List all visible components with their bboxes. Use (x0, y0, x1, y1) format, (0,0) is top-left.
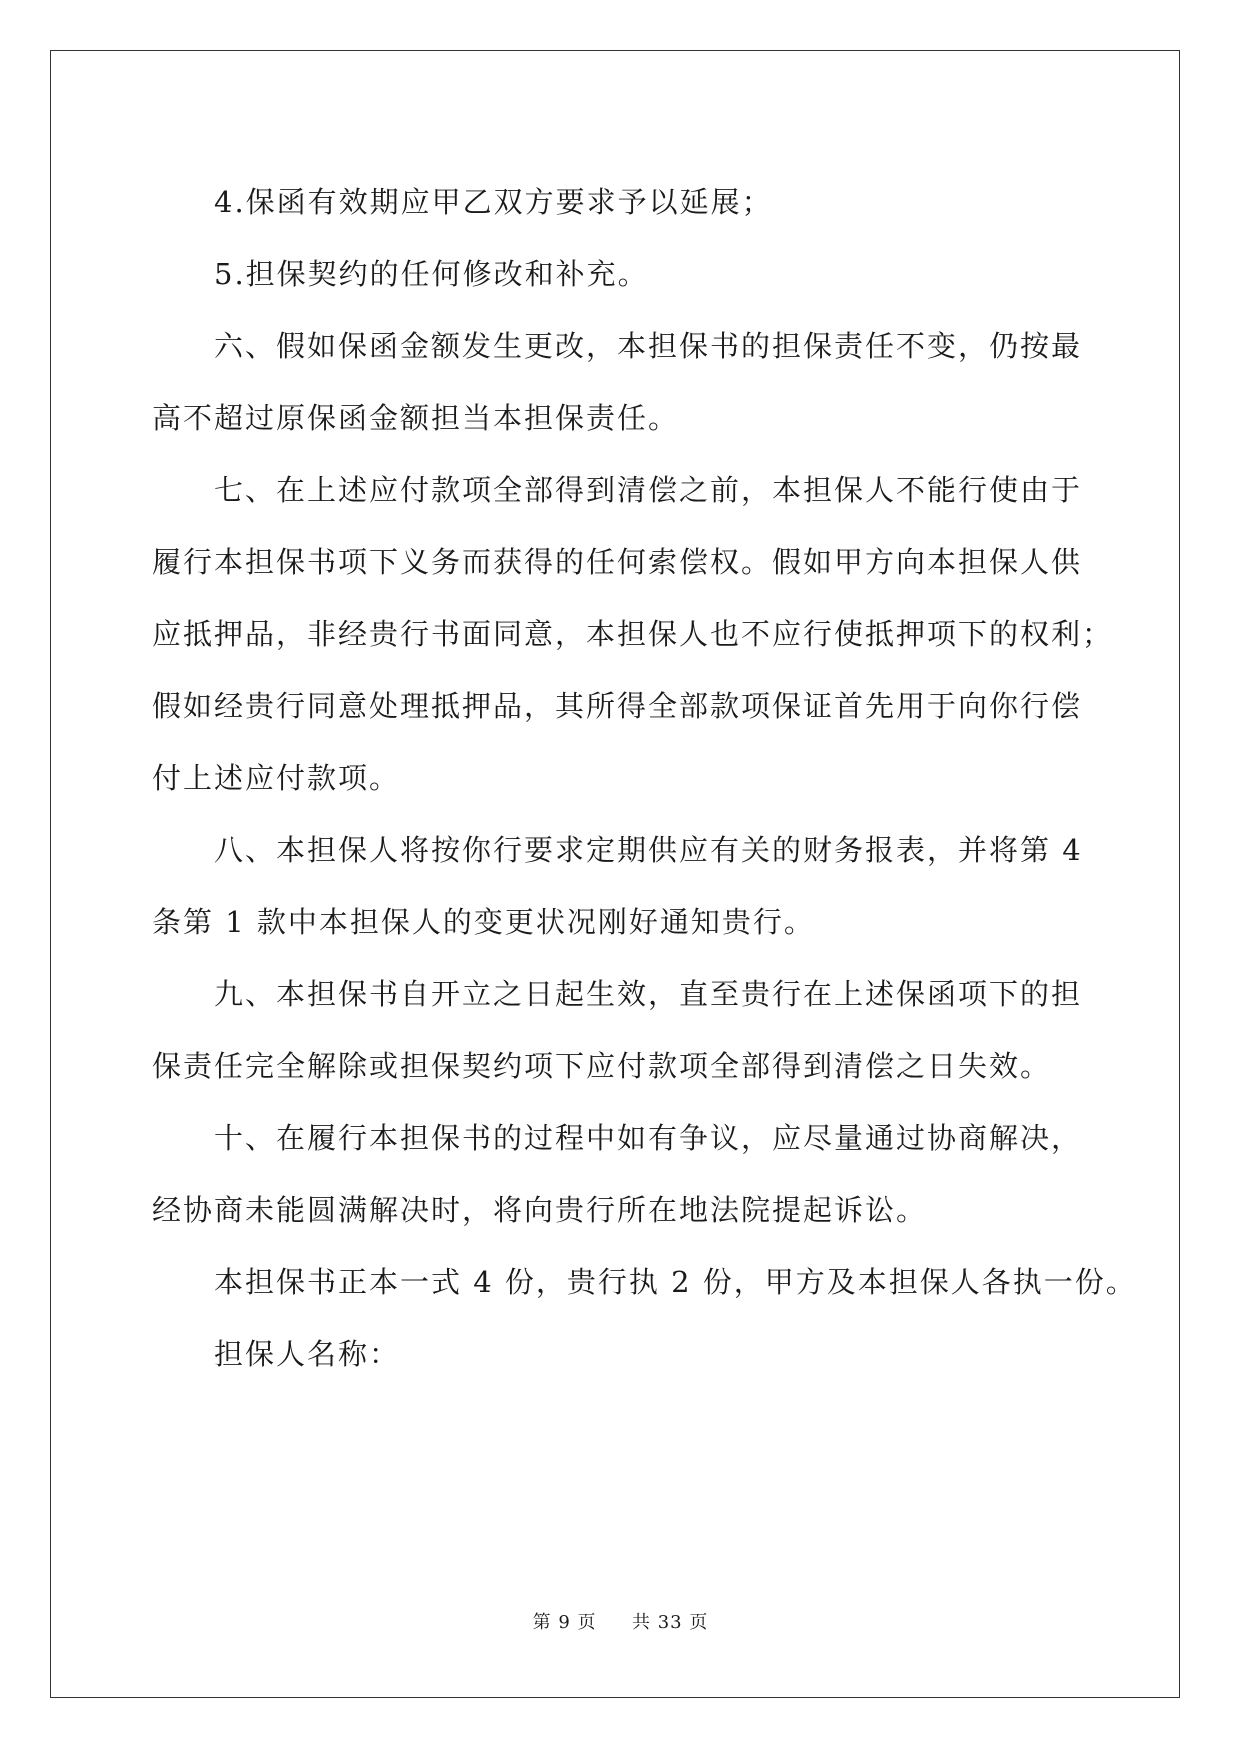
clause-nine-line-2: 保责任完全解除或担保契约项下应付款项全部得到清偿之日失效。 (152, 1049, 1052, 1083)
clause-eight-line-1: 八、本担保人将按你行要求定期供应有关的财务报表，并将第 4 (214, 833, 1083, 867)
clause-seven-line-2: 履行本担保书项下义务而获得的任何索偿权。假如甲方向本担保人供 (152, 545, 1083, 579)
document-body (152, 166, 1137, 1390)
clause-seven-line-1: 七、在上述应付款项全部得到清偿之前，本担保人不能行使由于 (214, 473, 1083, 507)
clause-4-line: 4.保函有效期应甲乙双方要求予以延展； (214, 185, 773, 219)
clause-six-line-2: 高不超过原保函金额担当本担保责任。 (152, 401, 680, 435)
clause-six-line-1: 六、假如保函金额发生更改，本担保书的担保责任不变，仍按最 (214, 329, 1083, 363)
clause-nine-line-1: 九、本担保书自开立之日起生效，直至贵行在上述保函项下的担 (214, 977, 1083, 1011)
clause-seven-line-5: 付上述应付款项。 (152, 761, 401, 795)
clause-ten-line-2: 经协商未能圆满解决时，将向贵行所在地法院提起诉讼。 (152, 1193, 928, 1227)
clause-5-line: 5.担保契约的任何修改和补充。 (214, 257, 649, 291)
current-page-number: 第 9 页 (532, 1612, 597, 1633)
copies-clause: 本担保书正本一式 4 份，贵行执 2 份，甲方及本担保人各执一份。 (214, 1265, 1137, 1299)
clause-seven-line-4: 假如经贵行同意处理抵押品，其所得全部款项保证首先用于向你行偿 (152, 689, 1083, 723)
page-footer (0, 1608, 1241, 1634)
clause-eight-line-2: 条第 1 款中本担保人的变更状况刚好通知贵行。 (152, 905, 815, 939)
guarantor-name-label: 担保人名称： (214, 1337, 401, 1371)
clause-seven-line-3: 应抵押品，非经贵行书面同意，本担保人也不应行使抵押项下的权利； (152, 617, 1114, 651)
clause-ten-line-1: 十、在履行本担保书的过程中如有争议，应尽量通过协商解决， (214, 1121, 1083, 1155)
total-page-count: 共 33 页 (632, 1612, 709, 1633)
